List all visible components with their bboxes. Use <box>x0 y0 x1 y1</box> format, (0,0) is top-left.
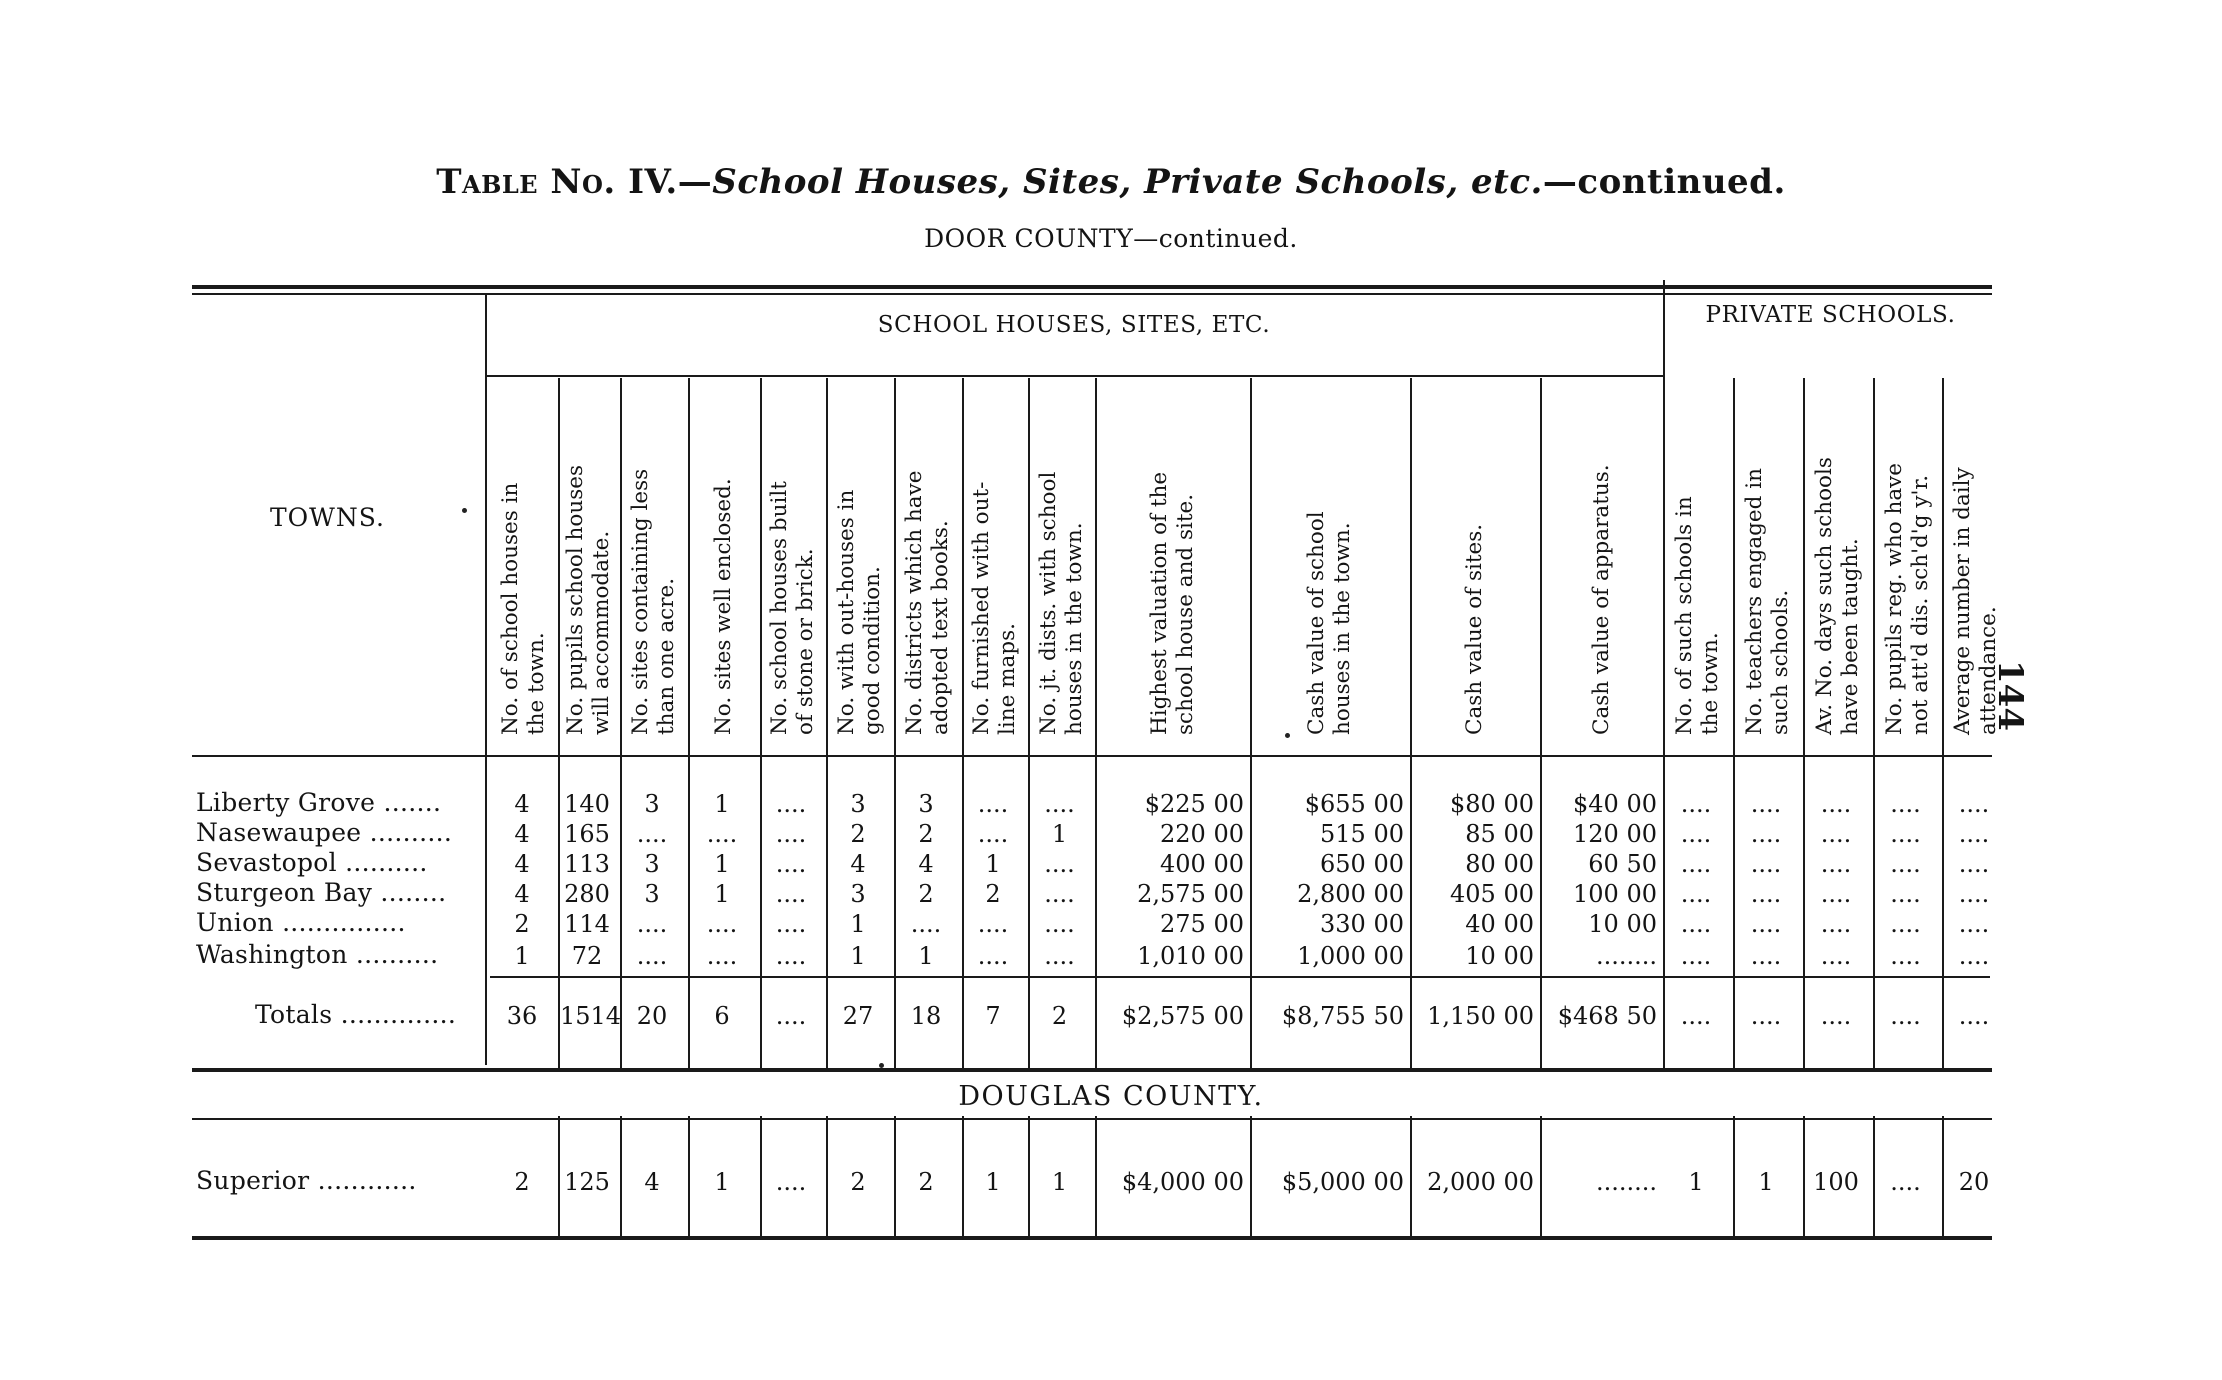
private-schools-group-header: PRIVATE SCHOOLS. <box>1705 302 1956 328</box>
door-row-town-label: Sturgeon Bay ........ <box>196 878 447 907</box>
door-row-cell: .... <box>775 850 807 878</box>
door-totals-cell: $2,575 00 <box>1121 1002 1244 1030</box>
column-header-line: Cash value of apparatus. <box>1588 464 1614 735</box>
door-row-cell: .... <box>977 910 1009 938</box>
door-totals-cell: 20 <box>636 1002 668 1030</box>
door-row-town-label: Washington .......... <box>196 940 439 969</box>
page-number: 144 <box>1990 660 2030 731</box>
table-title <box>0 162 2222 202</box>
douglas-top-rule <box>192 1118 1992 1120</box>
door-totals-cell: 6 <box>714 1002 730 1030</box>
door-row-cell: 1 <box>985 850 1001 878</box>
door-row-cell: 2 <box>850 820 866 848</box>
column-header-line: adopted text books. <box>928 520 953 735</box>
door-row-cell: 3 <box>644 880 660 908</box>
door-row-cell: 1 <box>850 942 866 970</box>
douglas-row-cell: .... <box>1890 1168 1921 1196</box>
door-row-cell: 1 <box>850 910 866 938</box>
header-bottom-rule <box>192 755 1992 757</box>
door-totals-cell: .... <box>1680 1002 1712 1030</box>
door-row-cell: 275 00 <box>1160 910 1244 938</box>
door-row-cell: .... <box>775 880 807 908</box>
door-row-cell: 3 <box>644 790 660 818</box>
door-totals-cell: .... <box>775 1002 807 1030</box>
column-header-line: No. sites well enclosed. <box>711 478 736 735</box>
column-header-line: the town. <box>1698 632 1723 735</box>
column-header-line: Cash value of school <box>1304 511 1329 735</box>
douglas-row-cell: 1 <box>985 1168 1001 1196</box>
door-row-cell: .... <box>1680 880 1712 908</box>
door-row-cell: 2 <box>514 910 530 938</box>
door-row-cell: 60 50 <box>1588 850 1657 878</box>
door-row-cell: .... <box>775 942 807 970</box>
door-row-cell: $225 00 <box>1144 790 1244 818</box>
column-header-line: houses in the town. <box>1330 522 1355 735</box>
door-row-cell: 400 00 <box>1160 850 1244 878</box>
door-row-cell: 1 <box>714 790 730 818</box>
door-row-cell: 80 00 <box>1465 850 1534 878</box>
door-row-cell: .... <box>636 910 668 938</box>
door-row-cell: .... <box>1890 850 1921 878</box>
door-row-cell: 100 00 <box>1573 880 1657 908</box>
douglas-row-cell: 4 <box>644 1168 660 1196</box>
door-row-cell: .... <box>1750 942 1782 970</box>
column-header-3 <box>628 469 680 735</box>
door-row-town-label: Liberty Grove ....... <box>196 788 442 817</box>
douglas-row-cell: $5,000 00 <box>1281 1168 1404 1196</box>
table-label: Table No. IV.— <box>436 162 713 202</box>
door-row-cell: .... <box>706 820 738 848</box>
douglas-row-cell: 2 <box>918 1168 934 1196</box>
column-header-12 <box>1462 524 1488 735</box>
door-row-cell: .... <box>1820 942 1852 970</box>
door-row-cell: 220 00 <box>1160 820 1244 848</box>
door-row-cell: .... <box>977 942 1009 970</box>
door-row-cell: .... <box>1680 942 1712 970</box>
douglas-row-cell: 2 <box>850 1168 866 1196</box>
column-header-line: not att'd dis. sch'd'g y'r. <box>1907 474 1933 735</box>
door-row-cell: .... <box>1044 942 1075 970</box>
column-header-15 <box>1742 468 1794 735</box>
door-row-cell: .... <box>977 820 1009 848</box>
column-header-16 <box>1812 457 1864 735</box>
door-row-cell: .... <box>1820 910 1852 938</box>
door-row-cell: 85 00 <box>1465 820 1534 848</box>
door-row-cell: $655 00 <box>1304 790 1404 818</box>
column-header-line: good condition. <box>860 566 885 735</box>
douglas-row-cell: 1 <box>714 1168 730 1196</box>
door-row-cell: .... <box>636 942 668 970</box>
group-header-rule <box>485 375 1663 377</box>
door-row-cell: .... <box>1958 910 1990 938</box>
column-header-7 <box>902 471 954 735</box>
column-header-17 <box>1882 463 1934 735</box>
door-totals-cell: 1514 <box>560 1002 622 1030</box>
door-row-cell: .... <box>977 790 1009 818</box>
column-header-line: No. furnished with out- <box>969 481 994 735</box>
door-row-cell: 280 <box>564 880 610 908</box>
door-row-cell: .... <box>775 820 807 848</box>
door-row-cell: .... <box>1890 790 1921 818</box>
door-row-cell: .... <box>636 820 668 848</box>
door-row-cell: 515 00 <box>1320 820 1404 848</box>
door-row-cell: 2 <box>985 880 1001 908</box>
door-row-cell: 4 <box>514 820 530 848</box>
door-row-cell: .... <box>1958 942 1990 970</box>
door-row-cell: 2,575 00 <box>1137 880 1244 908</box>
door-row-cell: 4 <box>514 850 530 878</box>
door-row-cell: 120 00 <box>1573 820 1657 848</box>
door-row-cell: 1 <box>514 942 530 970</box>
column-header-line: the town. <box>524 632 549 735</box>
door-row-cell: .... <box>1750 820 1782 848</box>
door-row-cell: .... <box>1750 850 1782 878</box>
door-totals-town-label: Totals .............. <box>255 1000 457 1029</box>
column-header-18 <box>1950 467 2002 735</box>
door-row-cell: .... <box>1890 820 1921 848</box>
door-row-cell: 1,000 00 <box>1297 942 1404 970</box>
door-row-cell: .... <box>1890 880 1921 908</box>
door-totals-cell: $8,755 50 <box>1281 1002 1404 1030</box>
top-rule-thick <box>192 285 1992 289</box>
scan-speck <box>1285 733 1290 738</box>
door-row-cell: 1 <box>714 880 730 908</box>
door-row-cell: .... <box>1890 910 1921 938</box>
school-houses-group-header: SCHOOL HOUSES, SITES, ETC. <box>877 312 1271 338</box>
douglas-row-cell: $4,000 00 <box>1121 1168 1244 1196</box>
column-header-line: houses in the town. <box>1061 522 1087 735</box>
column-header-14 <box>1672 496 1724 735</box>
door-totals-cell: .... <box>1958 1002 1990 1030</box>
column-header-13 <box>1589 464 1615 735</box>
column-header-line: No. sites containing less <box>628 468 653 735</box>
scan-speck <box>879 1063 884 1068</box>
column-header-line: No. of such schools in <box>1672 496 1697 735</box>
door-row-cell: .... <box>775 910 807 938</box>
douglas-row-cell: 2,000 00 <box>1427 1168 1534 1196</box>
door-row-cell: 1 <box>1051 820 1068 848</box>
column-header-line: have been taught. <box>1838 538 1863 735</box>
door-totals-cell: $468 50 <box>1557 1002 1657 1030</box>
column-header-line: than one acre. <box>654 577 679 735</box>
column-header-4 <box>711 478 737 735</box>
door-row-cell: 1 <box>714 850 730 878</box>
door-row-cell: .... <box>1958 820 1990 848</box>
douglas-row-town-label: Superior ............ <box>196 1166 417 1195</box>
column-header-1 <box>498 483 550 735</box>
door-row-cell: 113 <box>564 850 610 878</box>
door-row-cell: .... <box>1680 910 1712 938</box>
door-totals-cell: .... <box>1820 1002 1852 1030</box>
door-row-cell: .... <box>1044 880 1075 908</box>
douglas-row-cell: 2 <box>514 1168 530 1196</box>
door-row-cell: 3 <box>918 790 934 818</box>
door-row-cell: .... <box>775 790 807 818</box>
column-header-line: Highest valuation of the <box>1146 471 1172 735</box>
column-header-line: No. pupils reg. who have <box>1881 462 1907 735</box>
top-rule-thin <box>192 293 1992 295</box>
douglas-row-cell: 125 <box>564 1168 610 1196</box>
door-row-cell: .... <box>706 942 738 970</box>
door-row-town-label: Union ............... <box>196 908 406 937</box>
door-row-cell: .... <box>1820 880 1852 908</box>
door-row-cell: 4 <box>918 850 934 878</box>
door-totals-cell: 27 <box>842 1002 874 1030</box>
douglas-row-cell: 1 <box>1051 1168 1068 1196</box>
column-header-line: line maps. <box>995 623 1020 735</box>
column-header-line: such schools. <box>1768 589 1793 735</box>
door-row-cell: .... <box>1820 850 1852 878</box>
door-row-cell: 1,010 00 <box>1137 942 1244 970</box>
scan-speck <box>462 508 467 513</box>
douglas-row-cell: 1 <box>1758 1168 1774 1196</box>
door-row-cell: 4 <box>514 790 530 818</box>
column-header-5 <box>767 481 819 735</box>
door-row-cell: 2 <box>918 820 934 848</box>
column-header-11 <box>1304 511 1356 735</box>
door-totals-cell: 36 <box>506 1002 538 1030</box>
door-row-cell: .... <box>1958 790 1990 818</box>
door-row-cell: 165 <box>564 820 610 848</box>
column-header-line: school house and site. <box>1172 493 1198 735</box>
door-row-cell: .... <box>910 910 942 938</box>
door-row-cell: .... <box>706 910 738 938</box>
column-header-line: No. teachers engaged in <box>1742 468 1767 735</box>
douglas-county-heading: DOUGLAS COUNTY. <box>958 1081 1264 1112</box>
door-row-cell: .... <box>1820 820 1852 848</box>
door-row-cell: 140 <box>564 790 610 818</box>
douglas-row-cell: 1 <box>1688 1168 1704 1196</box>
door-row-cell: .... <box>1680 790 1712 818</box>
column-header-line: will accommodate. <box>589 530 614 735</box>
door-row-cell: 2,800 00 <box>1297 880 1404 908</box>
column-header-line: Cash value of sites. <box>1462 523 1487 735</box>
column-header-line: of stone or brick. <box>793 548 818 735</box>
column-header-line: No. jt. dists. with school <box>1035 471 1061 735</box>
column-header-9 <box>1036 472 1088 735</box>
douglas-row-cell: .... <box>775 1168 807 1196</box>
door-row-cell: 10 00 <box>1588 910 1657 938</box>
door-row-cell: 650 00 <box>1320 850 1404 878</box>
door-row-cell: $80 00 <box>1450 790 1534 818</box>
door-row-cell: .... <box>1750 910 1782 938</box>
door-row-cell: 4 <box>514 880 530 908</box>
totals-rule <box>490 976 1990 978</box>
table-subject: School Houses, Sites, Private Schools, etc. <box>712 162 1543 202</box>
door-row-cell: 72 <box>571 942 603 970</box>
douglas-row-cell: 20 <box>1958 1168 1990 1196</box>
column-header-line: No. pupils school houses <box>563 465 588 735</box>
column-header-line: No. with out-houses in <box>834 489 859 735</box>
door-row-town-label: Nasewaupee .......... <box>196 818 453 847</box>
door-row-cell: .... <box>1750 790 1782 818</box>
door-row-cell: .... <box>1044 910 1075 938</box>
towns-header: TOWNS. <box>270 503 385 532</box>
door-row-cell: .... <box>1750 880 1782 908</box>
douglas-bottom-rule <box>192 1236 1992 1240</box>
table-continued: —continued. <box>1542 162 1786 202</box>
door-row-cell: .... <box>1044 790 1075 818</box>
door-row-cell: .... <box>1958 880 1990 908</box>
door-row-cell: .... <box>1044 850 1075 878</box>
column-header-line: attendance. <box>1976 606 2001 735</box>
column-header-8 <box>969 482 1021 735</box>
door-totals-cell: 7 <box>985 1002 1001 1030</box>
county-subtitle: DOOR COUNTY—continued. <box>924 224 1298 253</box>
column-header-line: No. of school houses in <box>498 482 523 735</box>
door-row-cell: .... <box>1680 820 1712 848</box>
door-row-cell: 3 <box>850 880 866 908</box>
door-totals-cell: 1,150 00 <box>1427 1002 1534 1030</box>
douglas-row-cell: 100 <box>1813 1168 1859 1196</box>
door-row-cell: 405 00 <box>1450 880 1534 908</box>
column-header-line: No. school houses built <box>767 481 792 735</box>
douglas-row-cell: ........ <box>1595 1168 1657 1196</box>
door-row-cell: 114 <box>564 910 610 938</box>
door-row-cell: $40 00 <box>1573 790 1657 818</box>
door-totals-cell: 18 <box>910 1002 942 1030</box>
door-row-cell: 1 <box>918 942 934 970</box>
column-header-10 <box>1147 472 1199 735</box>
door-row-cell: 3 <box>644 850 660 878</box>
column-header-line: No. districts which have <box>902 470 927 735</box>
column-header-2 <box>563 465 615 735</box>
column-header-line: Average number in daily <box>1950 467 1975 735</box>
door-totals-cell: 2 <box>1051 1002 1068 1030</box>
column-header-6 <box>834 490 886 735</box>
door-row-cell: .... <box>1958 850 1990 878</box>
column-header-line: Av. No. days such schools <box>1812 457 1837 735</box>
door-row-cell: 4 <box>850 850 866 878</box>
door-totals-cell: .... <box>1890 1002 1921 1030</box>
door-row-cell: 2 <box>918 880 934 908</box>
door-row-cell: .... <box>1680 850 1712 878</box>
door-row-cell: ........ <box>1595 942 1657 970</box>
door-row-cell: 3 <box>850 790 866 818</box>
door-row-town-label: Sevastopol .......... <box>196 848 428 877</box>
door-totals-cell: .... <box>1750 1002 1782 1030</box>
door-row-cell: 330 00 <box>1320 910 1404 938</box>
door-row-cell: 10 00 <box>1465 942 1534 970</box>
door-row-cell: 40 00 <box>1465 910 1534 938</box>
door-row-cell: .... <box>1820 790 1852 818</box>
door-row-cell: .... <box>1890 942 1921 970</box>
